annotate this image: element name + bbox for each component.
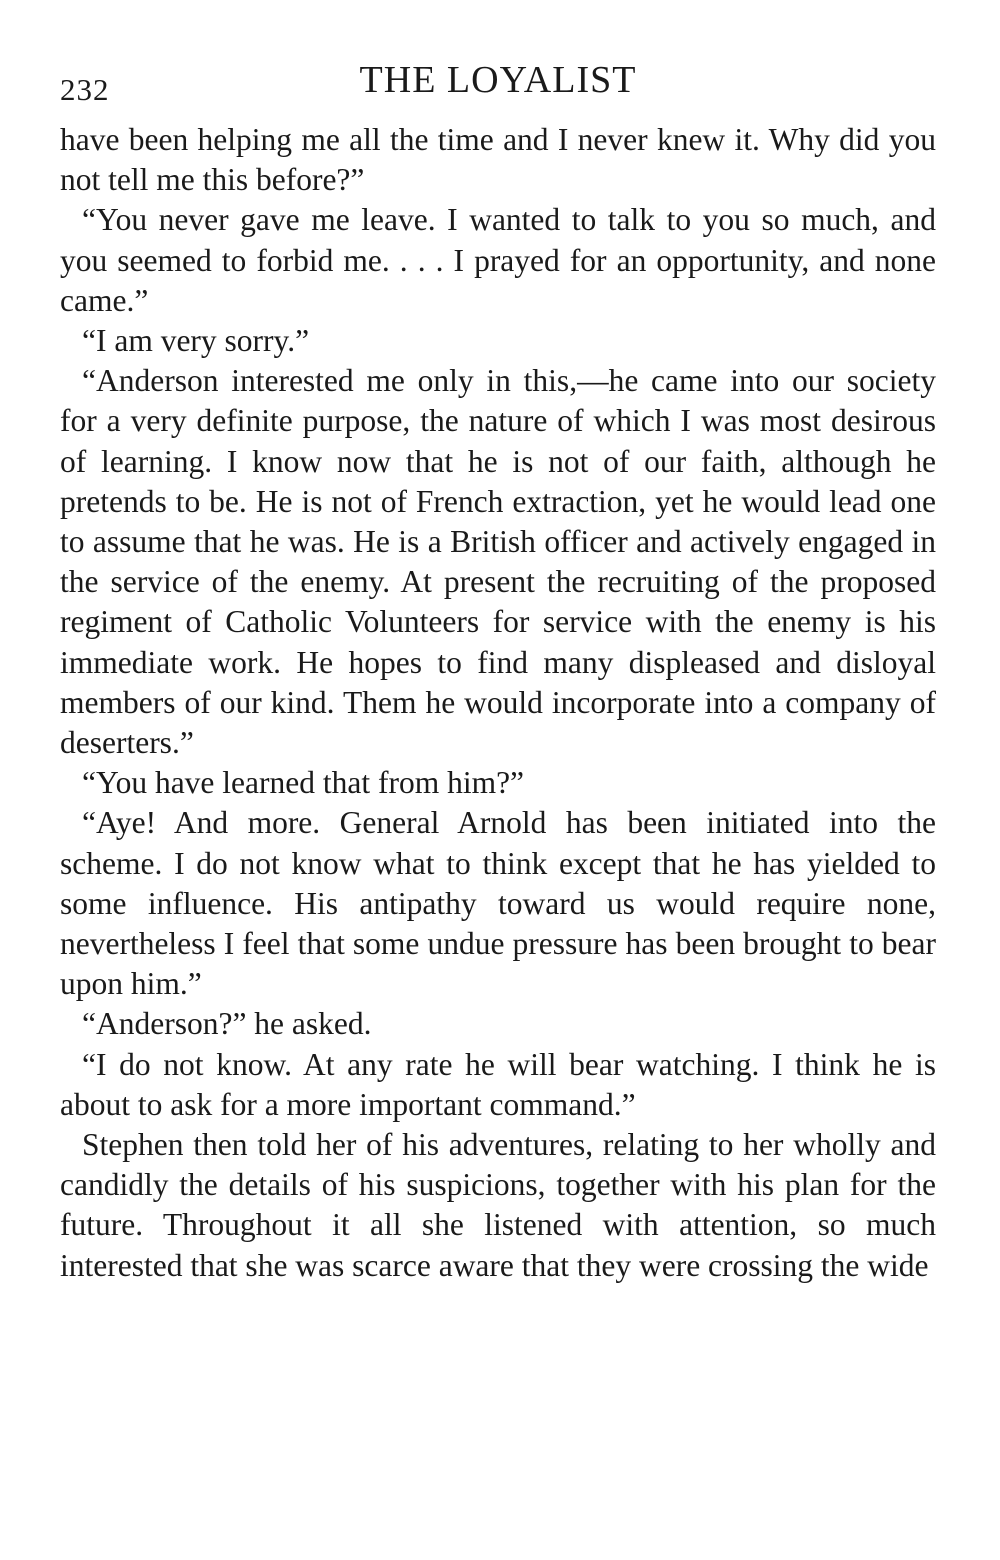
paragraph: Stephen then told her of his adventures, relating to her wholly and candidly the details of his suspicions, together with his plan for the future. Throughout it all she listened with attention, so much interested that she was scarce aware that they were crossing the wide bbox=[60, 1127, 936, 1283]
page-header bbox=[60, 50, 936, 120]
book-page bbox=[60, 50, 936, 1286]
paragraph: “Anderson interested me only in this,—he came into our society for a very definite purpose, the nature of which I was most desirous of learning. I know now that he is not of our faith, although he pretends to be. He is not of French extraction, yet he would lead one to assume that he was. He is a British officer and actively engaged in the service of the enemy. At present the recruiting of the proposed regiment of Catholic Volunteers for service with the enemy is his immediate work. He hopes to find many displeased and disloyal members of our kind. Them he would incorporate into a company of deserters.” bbox=[60, 363, 936, 761]
paragraph-continued: have been helping me all the time and I never knew it. Why did you not tell me this before?” bbox=[60, 122, 936, 198]
page-number: 232 bbox=[60, 72, 110, 107]
paragraph: “Aye! And more. General Arnold has been initiated into the scheme. I do not know what to think except that he has yielded to some influence. His antipathy toward us would require none, nevertheless I feel that some undue pressure has been brought to bear upon him.” bbox=[60, 805, 936, 1002]
running-title: THE LOYALIST bbox=[359, 59, 637, 101]
body-text bbox=[60, 120, 936, 1286]
paragraph: “I do not know. At any rate he will bear watching. I think he is about to ask for a more important command.” bbox=[60, 1046, 936, 1122]
paragraph: “I am very sorry.” bbox=[82, 323, 310, 359]
paragraph: “You never gave me leave. I wanted to talk to you so much, and you seemed to forbid me. . . . I prayed for an opportunity, and none came.” bbox=[60, 202, 936, 318]
paragraph: “You have learned that from him?” bbox=[82, 765, 525, 801]
paragraph: “Anderson?” he asked. bbox=[82, 1006, 372, 1042]
